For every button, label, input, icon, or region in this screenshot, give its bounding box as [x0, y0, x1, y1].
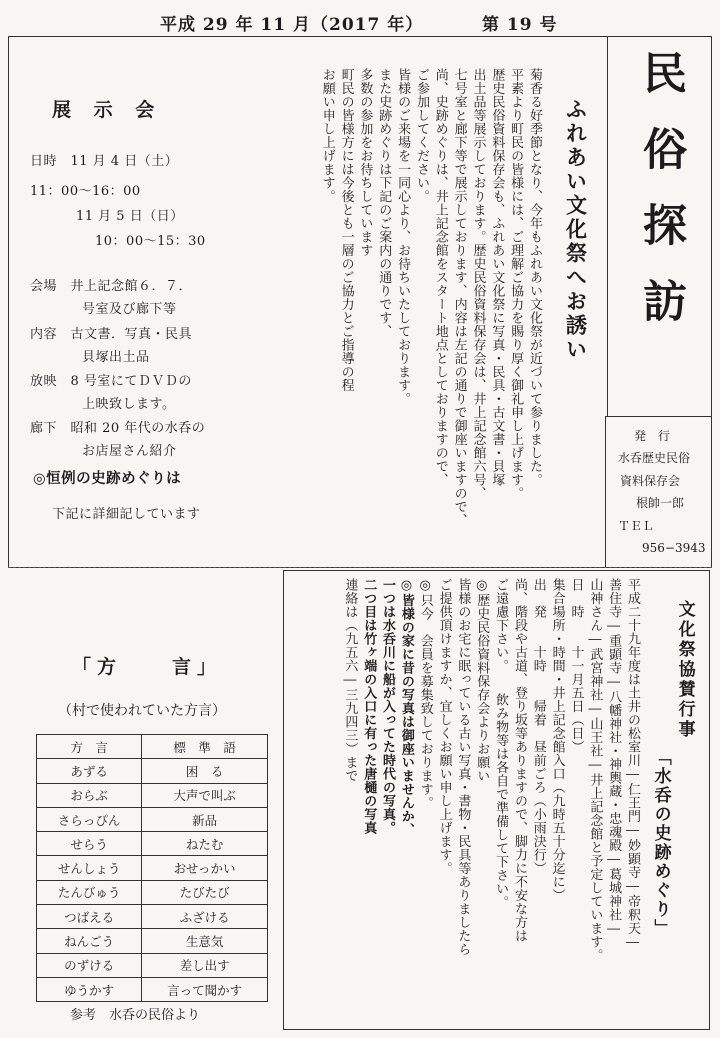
events-line: ご遠慮下さい。 飲み物等は各自で準備して下さい。	[493, 578, 509, 909]
table-row	[37, 929, 268, 953]
article-paragraph: 菊香る好季節となり、今年もふれあい文化祭が近づいて参りました。	[527, 68, 542, 487]
events-line: 平成二十九年度は土井の松室川―仁王門―妙顕寺―帝釈天―	[625, 578, 640, 951]
publisher-line: ＴＥＬ	[618, 519, 655, 533]
article-paragraph: ご参加してください。	[413, 68, 429, 203]
issue-date: 平成 29 年 11 月（2017 年）	[160, 15, 424, 35]
dialect-word: つばえる	[37, 905, 142, 929]
dialect-word: のずける	[37, 953, 142, 977]
table-row	[37, 832, 268, 856]
article-paragraph: 皆様のご来場を一同心より、お待ちいたしております。	[395, 68, 411, 406]
exhibition-line: 下記に詳細記しています	[52, 507, 201, 522]
table-row	[37, 905, 268, 929]
dialect-word: おらぶ	[37, 783, 142, 807]
standard-word: ふざける	[142, 905, 268, 929]
exhibition-title: 展 示 会	[52, 99, 163, 121]
table-row	[37, 807, 268, 831]
dialect-word: ねんごう	[37, 929, 142, 953]
publisher-box	[605, 416, 711, 567]
exhibition-line: 上映致します。	[82, 397, 176, 412]
dialect-word: あずる	[37, 759, 142, 783]
events-title: 文化祭協賛行事	[674, 600, 695, 740]
article-paragraph: 尚、史跡めぐりは、井上記念館をスタート地点としておりますので、	[432, 68, 448, 487]
events-line: 出 発 十時 帰着 昼前ごろ（小雨決行）	[530, 578, 546, 875]
article-paragraph: お願い申し上げます。	[319, 68, 335, 203]
publisher-line: 資料保存会	[620, 474, 681, 488]
invitation-article	[258, 68, 543, 548]
dialect-word: ゆうかす	[37, 977, 142, 1001]
column-header: 方 言	[37, 735, 142, 759]
issue-number: 第 19 号	[482, 15, 558, 35]
exhibition-line: 貝塚出土品	[82, 350, 150, 365]
exhibition-line: ◎恒例の史跡めぐりは	[33, 470, 182, 487]
dialect-word: せんしょう	[37, 856, 142, 880]
exhibition-line: 号室及び廊下等	[82, 302, 177, 317]
publisher-line: 956−3943	[642, 541, 706, 555]
article-paragraph: 多数の参加をお待ちしています	[357, 68, 373, 257]
events-line: 皆様のお宅に眠っている古い写真・書物・民具等ありましたら	[455, 578, 471, 956]
dialect-word: せらう	[37, 832, 142, 856]
exhibition-line: 11 月 5 日（日）	[76, 209, 184, 224]
dialect-word: さらっぴん	[37, 807, 142, 831]
table-row	[37, 880, 268, 904]
standard-word: たびたび	[142, 880, 268, 904]
standard-word: 新品	[142, 807, 268, 831]
newsletter-header	[0, 8, 720, 38]
article-paragraph: 歴史民俗資料保存会も、ふれあい文化祭に写真・民具・古文書・貝塚	[489, 68, 505, 487]
section-divider	[8, 567, 712, 568]
exhibition-line: 放映 8 号室にてＤＶＤの	[30, 374, 192, 389]
events-line: ◎皆様の家に昔の写真は御座いませんか、	[398, 578, 414, 837]
exhibition-line: 会場 井上記念館６．７．	[30, 279, 193, 294]
events-body	[296, 578, 641, 1018]
events-line: 日 時 十一月五日（日）	[568, 578, 584, 754]
events-line: ご提供頂けますか、宜しくお願い申し上げます。	[436, 578, 452, 875]
dialect-title: 「方 言」	[72, 656, 223, 678]
table-row	[37, 977, 268, 1001]
events-line: 集合場所・時間・井上記念館入口（九時五十分迄に）	[549, 578, 565, 902]
article-paragraph: 七号室と廊下等で展示しております、内容は左記の通りで御座いますので、	[451, 68, 467, 527]
standard-word: おせっかい	[142, 856, 268, 880]
publisher-line: 根帥一郎	[636, 496, 685, 510]
standard-word: 大声で叫ぶ	[142, 783, 268, 807]
events-line: ◎只今 会員を募集致しております。	[417, 578, 433, 810]
events-subtitle: 「水呑の史跡めぐり」	[650, 748, 671, 938]
standard-word: 困 る	[142, 759, 268, 783]
exhibition-line: 日時 11 月 4 日（土）	[30, 154, 179, 169]
events-line: 二つ目は竹ヶ端の入口に有った唐樋の写真	[361, 578, 377, 835]
events-line: ◎歴史民俗資料保存会よりお願い	[474, 578, 490, 783]
table-row	[37, 783, 268, 807]
dialect-word: たんびゅう	[37, 880, 142, 904]
exhibition-line: お店屋さん紹介	[82, 444, 177, 459]
article-title: ふれあい文化祭へお誘い	[563, 98, 589, 362]
exhibition-line: 11：00〜16：00	[30, 184, 141, 199]
exhibition-line: 10：00〜15：30	[95, 234, 206, 249]
table-header-row	[37, 735, 268, 759]
table-row	[37, 856, 268, 880]
standard-word: 言って聞かす	[142, 977, 268, 1001]
dialect-subtitle: （村で使われていた方言）	[58, 703, 226, 719]
article-paragraph: 出土品等展示しております。歴史民俗資料保存会は、井上記念館六号、	[470, 68, 486, 500]
dialect-reference: 参考 水呑の民俗より	[70, 1008, 201, 1023]
article-paragraph: 町民の皆様方には今後とも一層のご協力とご指導の程	[338, 68, 354, 392]
publisher-line: 水呑歴史民俗	[618, 451, 691, 465]
events-line: 善住寺―重顕寺―八幡神社・神輿蔵・忠魂殿―葛城神社―	[606, 578, 622, 937]
events-line: 山神さん―武宮神社―山王社―井上記念館と予定しています。	[587, 578, 603, 962]
newsletter-title: 民俗探訪	[635, 50, 686, 354]
standard-word: 差し出す	[142, 953, 268, 977]
exhibition-line: 廊下 昭和 20 年代の水呑の	[30, 421, 206, 436]
exhibition-line: 内容 古文書．写真・民具	[30, 327, 193, 342]
article-paragraph: また史跡めぐりは下記のご案内の通りです、	[376, 68, 392, 338]
events-line: 一つは水呑川に船が入ってた時代の写真。	[380, 578, 396, 835]
table-row	[37, 759, 268, 783]
standard-word: 生意気	[142, 929, 268, 953]
events-line: 尚、階段や古道、登り坂等ありますので、脚力に不安な方は	[511, 578, 527, 943]
masthead	[607, 36, 711, 416]
publisher-line: 発 行	[634, 429, 671, 443]
article-paragraph: 平素より町民の皆様には、ご理解ご協力を賜り厚く御礼申し上げます。	[508, 68, 524, 500]
standard-word: ねたむ	[142, 832, 268, 856]
column-header: 標 準 語	[142, 735, 268, 759]
events-line: 連絡は（九五六―三九四三）まで	[342, 578, 358, 783]
dialect-table	[36, 734, 268, 1002]
table-row	[37, 953, 268, 977]
